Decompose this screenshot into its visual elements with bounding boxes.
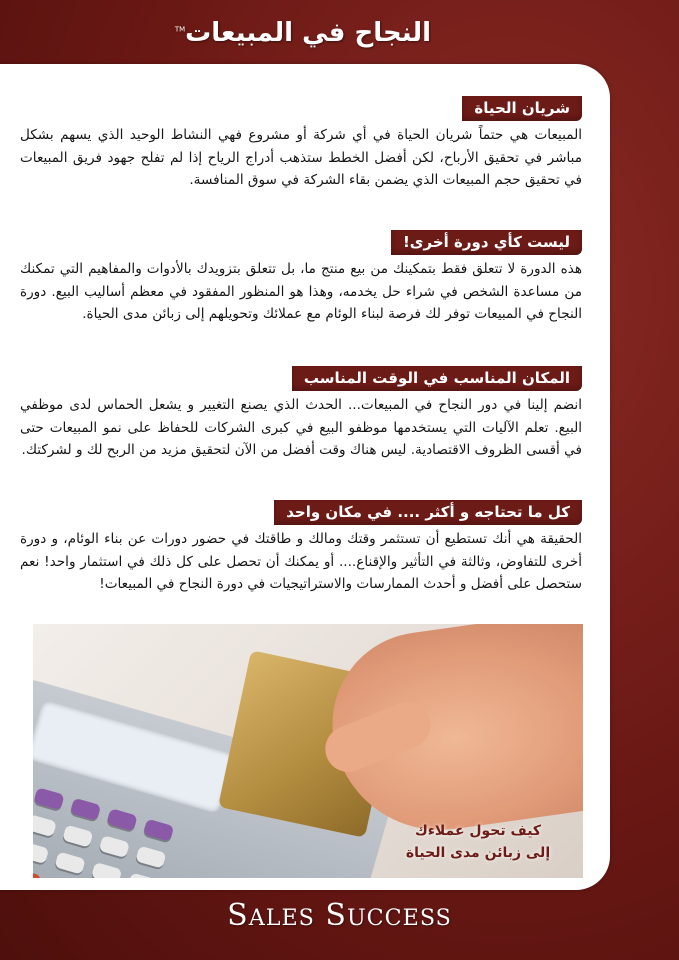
caption-line-2: إلى زبائن مدى الحياة: [405, 845, 551, 861]
caption-line-1: كيف تحول عملاءك: [414, 823, 542, 839]
section-body: الحقيقة هي أنك تستطيع أن تستثمر وقتك ومالك و طاقتك في حضور دورات عن بناء الوئام، و دورة أخرى للتفاوض، وثالثة في التأثير والإقناع.... أو يمكنك أن تحصل على كل ذلك في استثمار واحد! نعم ستحصل على أفضل و أحدث الممارسات والاستراتيجيات في دورة النجاح في المبيعات!: [20, 531, 582, 592]
section-lifeline: [20, 96, 582, 192]
section-heading: ليست كأي دورة أخرى!: [391, 230, 582, 255]
section-heading: المكان المناسب في الوقت المناسب: [292, 366, 582, 391]
trademark-mark: TM: [174, 25, 186, 34]
section-unique-course: [20, 230, 582, 326]
section-body: هذه الدورة لا تتعلق فقط بتمكينك من بيع منتج ما، بل تتعلق بتزويدك بالأدوات والمفاهيم التي تمكنك من مساعدة الشخص في شراء حل يخدمه، وهذا هو المنظور المفقود في معظم أساليب البيع. دورة النجاح في المبيعات توفر لك فرصة لبناء الوئام مع عملائك وتحويلهم إلى زبائن مدى الحياة.: [20, 261, 582, 322]
section-heading: شريان الحياة: [462, 96, 582, 121]
footer-brand: SALES SUCCESS: [227, 898, 452, 933]
page-title: النجاح في المبيعات™: [174, 18, 431, 48]
section-all-in-one: [20, 500, 582, 596]
section-body: انضم إلينا في دور النجاح في المبيعات... الحدث الذي يصنع التغيير و يشعل الحماس لدى موظفي البيع. تعلم الآليات التي يستخدمها موظفو البيع في كبرى الشركات للحفاظ على نمو المبيعات حتى في أقسى الظروف الاقتصادية. ليس هناك وقت أفضل من الآن لتحقيق مزيد من الربح لك و لشركتك.: [20, 397, 582, 458]
image-caption: [393, 820, 563, 864]
section-heading: كل ما تحتاجه و أكثر .... في مكان واحد: [274, 500, 582, 525]
section-right-place: [20, 366, 582, 462]
payment-terminal-photo: [33, 624, 583, 878]
section-body: المبيعات هي حتماً شريان الحياة في أي شركة أو مشروع فهي النشاط الوحيد الذي يسهم بشكل مباشر في تحقيق الأرباح، لكن أفضل الخطط ستذهب أدراج الرياح إذا لم تفلح جهود فريق المبيعات في تحقيق حجم المبيعات الذي يضمن بقاء الشركة في سوق المنافسة.: [20, 127, 582, 188]
